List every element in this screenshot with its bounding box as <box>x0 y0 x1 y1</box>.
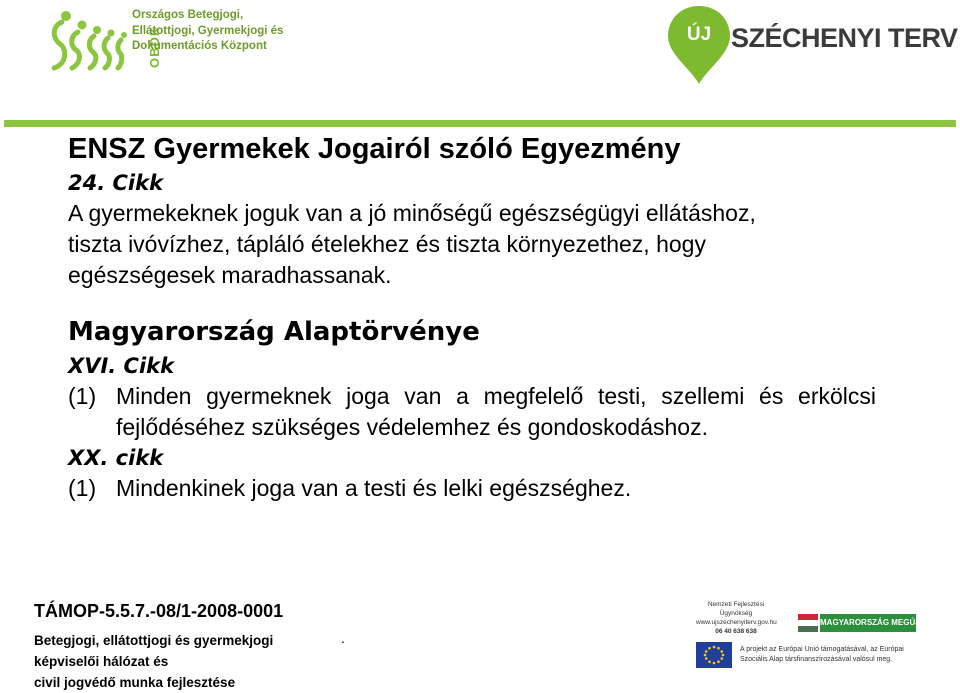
page-title: ENSZ Gyermekek Jogairól szóló Egyezmény <box>68 133 681 165</box>
uj-badge: ÚJ <box>686 24 712 45</box>
szechenyi-terv-logo <box>664 4 958 88</box>
szechenyi-terv-text: SZÉCHENYI TERV <box>731 23 958 53</box>
org-line: Dokumentációs Központ <box>132 40 267 52</box>
org-line: Ellátottjogi, Gyermekjogi és <box>132 24 284 37</box>
obdk-org-name <box>132 8 284 55</box>
obdk-acronym: OBDK <box>147 25 162 69</box>
article-heading: 24. Cikk <box>68 171 164 195</box>
footer-dot: . <box>341 630 345 646</box>
item-number: (1) <box>68 383 97 409</box>
paragraph-line: tiszta ivóvízhez, tápláló ételekhez és tiszta környezethez, hogy <box>68 231 706 257</box>
description-line: képviselői hálózat és <box>34 654 169 669</box>
description-line: civil jogvédő munka fejlesztése <box>34 675 236 690</box>
nfu-name: Nemzeti Fejlesztési Ügynökség <box>707 601 765 617</box>
org-line: Országos Betegjogi, <box>132 9 244 21</box>
section-title: Magyarország Alaptörvénye <box>68 317 480 347</box>
article-heading: XVI. Cikk <box>68 354 175 378</box>
eu-flag-icon <box>696 642 732 668</box>
nfu-phone: 06 40 638 638 <box>715 628 757 635</box>
main-content <box>68 130 876 504</box>
description-line: Betegjogi, ellátottjogi és gyermekjogi <box>34 633 274 648</box>
item-text: Mindenkinek joga van a testi és lelki egészséghez. <box>116 475 632 501</box>
item-text: Minden gyermeknek joga van a megfelelő testi, szellemi és erkölcsi fejlődéséhez szükséges védelemhez és gondoskodáshoz. <box>116 383 876 440</box>
hungarian-flag-icon <box>798 614 818 632</box>
location-pin-icon <box>664 4 734 88</box>
header-divider <box>4 120 956 127</box>
obdk-figures-icon <box>44 8 144 76</box>
project-code: TÁMOP-5.5.7.-08/1-2008-0001 <box>34 601 284 621</box>
item-number: (1) <box>68 475 97 501</box>
article-heading: XX. cikk <box>68 446 164 470</box>
nfu-url: www.ujszechenyiterv.gov.hu <box>696 619 777 626</box>
numbered-item <box>68 473 876 504</box>
eu-line: Szociális Alap társfinanszírozásával valósul meg. <box>740 656 893 663</box>
numbered-item <box>68 381 876 443</box>
funding-logos <box>680 600 932 680</box>
paragraph-line: egészségesek maradhassanak. <box>68 262 392 288</box>
eu-funding-text <box>740 645 904 665</box>
project-description <box>34 630 273 693</box>
nfu-contact <box>696 600 776 636</box>
magyarorszag-megujul-banner: MAGYARORSZÁG MEGÚJUL <box>820 614 916 632</box>
eu-line: A projekt az Európai Unió támogatásával, az Európai <box>740 646 904 653</box>
paragraph-line: A gyermekeknek joguk van a jó minőségű egészségügyi ellátáshoz, <box>68 200 756 226</box>
